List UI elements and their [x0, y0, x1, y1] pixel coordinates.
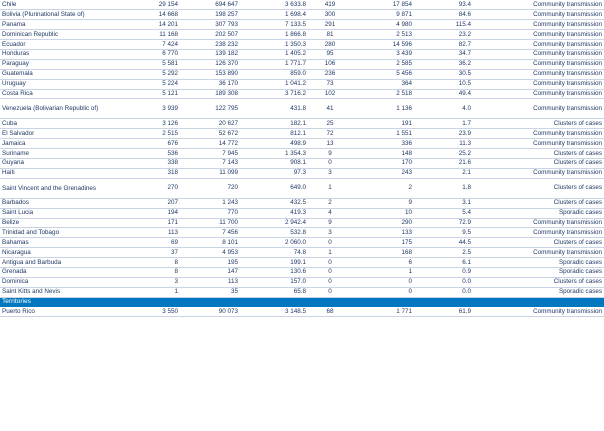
cell-new-deaths: 72 [308, 129, 352, 139]
cell-new-deaths: 3 [308, 228, 352, 238]
cell-new-cases: 3 126 [111, 119, 180, 129]
cell-transmission: Community transmission [473, 0, 604, 10]
table-row [0, 178, 604, 198]
table-row [0, 0, 604, 10]
cell-country: Antigua and Barbuda [0, 258, 111, 268]
cell-country: Puerto Rico [0, 307, 111, 317]
cell-cases-per-million: 1 354.3 [240, 149, 308, 159]
cell-cumulative-cases: 113 [180, 277, 240, 287]
cell-country: Saint Kitts and Nevis [0, 287, 111, 297]
cell-new-deaths: 1 [308, 248, 352, 258]
cell-cumulative-deaths: 290 [352, 218, 414, 228]
cell-cumulative-deaths: 175 [352, 238, 414, 248]
cell-cases-per-million: 431.8 [240, 99, 308, 119]
cell-cumulative-deaths: 14 596 [352, 40, 414, 50]
cell-country: Guatemala [0, 69, 111, 79]
cell-new-deaths: 419 [308, 0, 352, 10]
cell-cumulative-deaths: 0 [352, 287, 414, 297]
cell-new-cases: 11 168 [111, 30, 180, 40]
cell-cumulative-cases: 122 795 [180, 99, 240, 119]
cell-cumulative-deaths: 148 [352, 149, 414, 159]
cell-cumulative-deaths: 10 [352, 208, 414, 218]
table-row [0, 69, 604, 79]
table-row [0, 10, 604, 20]
cell-cumulative-cases: 195 [180, 258, 240, 268]
cell-new-deaths: 106 [308, 59, 352, 69]
cell-new-deaths: 1 [308, 178, 352, 198]
cell-new-cases: 171 [111, 218, 180, 228]
cell-new-deaths: 95 [308, 49, 352, 59]
cell-cumulative-cases: 694 647 [180, 0, 240, 10]
cell-cumulative-deaths: 168 [352, 248, 414, 258]
cell-cases-per-million: 1 866.8 [240, 30, 308, 40]
cell-country: Suriname [0, 149, 111, 159]
cell-transmission: Clusters of cases [473, 158, 604, 168]
cell-cumulative-cases: 147 [180, 267, 240, 277]
cell-cases-per-million: 1 350.3 [240, 40, 308, 50]
cell-cumulative-cases: 90 073 [180, 307, 240, 317]
cell-new-cases: 29 154 [111, 0, 180, 10]
cell-new-deaths: 41 [308, 99, 352, 119]
cell-transmission: Community transmission [473, 99, 604, 119]
cell-new-cases: 318 [111, 168, 180, 178]
cell-deaths-per-million: 23.2 [414, 30, 473, 40]
cell-cumulative-cases: 153 890 [180, 69, 240, 79]
cell-country: Belize [0, 218, 111, 228]
cell-new-deaths: 0 [308, 277, 352, 287]
cell-deaths-per-million: 9.5 [414, 228, 473, 238]
cell-deaths-per-million: 72.9 [414, 218, 473, 228]
cell-deaths-per-million: 6.1 [414, 258, 473, 268]
cell-cases-per-million: 649.0 [240, 178, 308, 198]
table-row [0, 89, 604, 99]
cell-cases-per-million: 1 698.4 [240, 10, 308, 20]
cell-deaths-per-million: 21.6 [414, 158, 473, 168]
table-row [0, 258, 604, 268]
cell-cumulative-cases: 4 953 [180, 248, 240, 258]
cell-transmission: Community transmission [473, 40, 604, 50]
cell-new-cases: 270 [111, 178, 180, 198]
cell-transmission: Community transmission [473, 248, 604, 258]
cell-cumulative-cases: 198 257 [180, 10, 240, 20]
cell-new-deaths: 3 [308, 168, 352, 178]
cell-cases-per-million: 199.1 [240, 258, 308, 268]
cell-cumulative-cases: 11 099 [180, 168, 240, 178]
cell-new-deaths: 2 [308, 198, 352, 208]
cell-cumulative-deaths: 9 871 [352, 10, 414, 20]
cell-new-cases: 8 [111, 267, 180, 277]
cell-deaths-per-million: 34.7 [414, 49, 473, 59]
cell-deaths-per-million: 10.5 [414, 79, 473, 89]
cell-new-cases: 3 939 [111, 99, 180, 119]
cell-transmission: Clusters of cases [473, 277, 604, 287]
cell-country: Ecuador [0, 40, 111, 50]
table-row [0, 149, 604, 159]
cell-new-cases: 207 [111, 198, 180, 208]
cell-new-deaths: 0 [308, 267, 352, 277]
table-row [0, 168, 604, 178]
cell-new-deaths: 73 [308, 79, 352, 89]
cell-cumulative-cases: 20 627 [180, 119, 240, 129]
cell-deaths-per-million: 0.0 [414, 277, 473, 287]
cell-new-cases: 113 [111, 228, 180, 238]
cell-cumulative-deaths: 336 [352, 139, 414, 149]
table-row [0, 49, 604, 59]
cell-country: Uruguay [0, 79, 111, 89]
cell-new-cases: 6 770 [111, 49, 180, 59]
cell-transmission: Clusters of cases [473, 238, 604, 248]
table-row [0, 129, 604, 139]
cell-new-deaths: 0 [308, 287, 352, 297]
section-label: Territories [0, 297, 604, 307]
cell-new-cases: 2 515 [111, 129, 180, 139]
cell-new-cases: 3 550 [111, 307, 180, 317]
cell-transmission: Community transmission [473, 20, 604, 30]
cell-cases-per-million: 908.1 [240, 158, 308, 168]
cell-new-cases: 5 121 [111, 89, 180, 99]
cell-cumulative-deaths: 364 [352, 79, 414, 89]
cell-deaths-per-million: 1.8 [414, 178, 473, 198]
cell-deaths-per-million: 2.1 [414, 168, 473, 178]
cell-cumulative-cases: 8 101 [180, 238, 240, 248]
cell-cases-per-million: 182.1 [240, 119, 308, 129]
cell-cumulative-deaths: 1 771 [352, 307, 414, 317]
cell-new-cases: 37 [111, 248, 180, 258]
table-row [0, 158, 604, 168]
cell-new-cases: 14 668 [111, 10, 180, 20]
table-row [0, 119, 604, 129]
cell-country: Nicaragua [0, 248, 111, 258]
cell-cumulative-cases: 189 308 [180, 89, 240, 99]
cell-transmission: Clusters of cases [473, 149, 604, 159]
cell-transmission: Community transmission [473, 49, 604, 59]
section-header-territories [0, 297, 604, 307]
cell-transmission: Community transmission [473, 139, 604, 149]
table-row [0, 307, 604, 317]
cell-cumulative-deaths: 9 [352, 198, 414, 208]
cell-cumulative-deaths: 1 [352, 267, 414, 277]
cell-new-cases: 194 [111, 208, 180, 218]
cell-new-deaths: 280 [308, 40, 352, 50]
table-row [0, 20, 604, 30]
cell-new-cases: 7 424 [111, 40, 180, 50]
cell-cases-per-million: 65.8 [240, 287, 308, 297]
cell-cumulative-deaths: 2 [352, 178, 414, 198]
cell-cumulative-deaths: 3 439 [352, 49, 414, 59]
cell-country: Haiti [0, 168, 111, 178]
cell-new-deaths: 0 [308, 158, 352, 168]
cell-transmission: Community transmission [473, 30, 604, 40]
cell-new-deaths: 0 [308, 258, 352, 268]
cell-cumulative-deaths: 17 854 [352, 0, 414, 10]
cell-cases-per-million: 3 148.5 [240, 307, 308, 317]
cell-cumulative-deaths: 243 [352, 168, 414, 178]
table-row [0, 287, 604, 297]
table-row [0, 99, 604, 119]
cell-cases-per-million: 498.9 [240, 139, 308, 149]
cell-country: Chile [0, 0, 111, 10]
cell-transmission: Community transmission [473, 89, 604, 99]
cell-new-cases: 69 [111, 238, 180, 248]
cell-new-cases: 14 201 [111, 20, 180, 30]
cell-deaths-per-million: 3.1 [414, 198, 473, 208]
cell-deaths-per-million: 44.5 [414, 238, 473, 248]
cell-cumulative-cases: 202 507 [180, 30, 240, 40]
cell-transmission: Community transmission [473, 129, 604, 139]
cell-deaths-per-million: 36.2 [414, 59, 473, 69]
cell-transmission: Clusters of cases [473, 119, 604, 129]
cell-cumulative-cases: 11 700 [180, 218, 240, 228]
table-row [0, 208, 604, 218]
cell-deaths-per-million: 84.6 [414, 10, 473, 20]
cell-new-deaths: 81 [308, 30, 352, 40]
cell-country: Grenada [0, 267, 111, 277]
cell-transmission: Sporadic cases [473, 208, 604, 218]
cell-transmission: Community transmission [473, 69, 604, 79]
cell-deaths-per-million: 0.0 [414, 287, 473, 297]
cell-cumulative-deaths: 170 [352, 158, 414, 168]
cell-country: Jamaica [0, 139, 111, 149]
cell-country: Barbados [0, 198, 111, 208]
table-row [0, 238, 604, 248]
cell-cases-per-million: 859.0 [240, 69, 308, 79]
cell-cumulative-cases: 139 182 [180, 49, 240, 59]
cell-new-deaths: 300 [308, 10, 352, 20]
cell-transmission: Community transmission [473, 10, 604, 20]
cell-deaths-per-million: 25.2 [414, 149, 473, 159]
cell-cumulative-cases: 238 232 [180, 40, 240, 50]
cell-cases-per-million: 3 633.8 [240, 0, 308, 10]
cell-new-cases: 5 224 [111, 79, 180, 89]
cell-deaths-per-million: 0.9 [414, 267, 473, 277]
table-row [0, 248, 604, 258]
table-row [0, 277, 604, 287]
cell-new-cases: 8 [111, 258, 180, 268]
cell-new-deaths: 236 [308, 69, 352, 79]
cell-transmission: Community transmission [473, 168, 604, 178]
table-row [0, 198, 604, 208]
cell-cumulative-deaths: 2 518 [352, 89, 414, 99]
cell-transmission: Community transmission [473, 79, 604, 89]
cell-deaths-per-million: 4.0 [414, 99, 473, 119]
table-row [0, 228, 604, 238]
cell-country: Panama [0, 20, 111, 30]
cell-transmission: Sporadic cases [473, 258, 604, 268]
cell-deaths-per-million: 49.4 [414, 89, 473, 99]
cell-country: Costa Rica [0, 89, 111, 99]
cell-cases-per-million: 74.8 [240, 248, 308, 258]
cell-cumulative-deaths: 2 513 [352, 30, 414, 40]
cell-new-cases: 536 [111, 149, 180, 159]
cell-cumulative-cases: 7 456 [180, 228, 240, 238]
cell-cumulative-cases: 7 945 [180, 149, 240, 159]
cell-country: El Salvador [0, 129, 111, 139]
cell-deaths-per-million: 93.4 [414, 0, 473, 10]
cell-country: Saint Lucia [0, 208, 111, 218]
cell-country: Dominican Republic [0, 30, 111, 40]
cell-cases-per-million: 1 771.7 [240, 59, 308, 69]
cell-cases-per-million: 3 716.2 [240, 89, 308, 99]
cell-cumulative-cases: 35 [180, 287, 240, 297]
cell-country: Bahamas [0, 238, 111, 248]
cell-cases-per-million: 130.6 [240, 267, 308, 277]
cell-transmission: Community transmission [473, 228, 604, 238]
cell-cumulative-deaths: 0 [352, 277, 414, 287]
cell-cumulative-deaths: 1 551 [352, 129, 414, 139]
cell-cumulative-cases: 36 170 [180, 79, 240, 89]
cell-new-deaths: 4 [308, 208, 352, 218]
cell-country: Honduras [0, 49, 111, 59]
table-row [0, 79, 604, 89]
cell-deaths-per-million: 61.9 [414, 307, 473, 317]
cell-deaths-per-million: 2.5 [414, 248, 473, 258]
cell-cumulative-deaths: 2 585 [352, 59, 414, 69]
cell-new-deaths: 9 [308, 149, 352, 159]
cell-country: Bolivia (Plurinational State of) [0, 10, 111, 20]
cell-new-cases: 1 [111, 287, 180, 297]
cell-deaths-per-million: 11.3 [414, 139, 473, 149]
cell-country: Paraguay [0, 59, 111, 69]
cell-cases-per-million: 2 942.4 [240, 218, 308, 228]
cell-deaths-per-million: 5.4 [414, 208, 473, 218]
cell-cumulative-cases: 720 [180, 178, 240, 198]
cell-new-cases: 676 [111, 139, 180, 149]
cell-new-cases: 5 292 [111, 69, 180, 79]
table-row [0, 59, 604, 69]
cell-new-cases: 5 581 [111, 59, 180, 69]
cell-cumulative-cases: 52 672 [180, 129, 240, 139]
cell-country: Dominica [0, 277, 111, 287]
cell-cumulative-deaths: 5 456 [352, 69, 414, 79]
cell-deaths-per-million: 30.5 [414, 69, 473, 79]
table-row [0, 267, 604, 277]
cell-transmission: Clusters of cases [473, 178, 604, 198]
cell-new-deaths: 25 [308, 119, 352, 129]
cell-cases-per-million: 1 405.2 [240, 49, 308, 59]
cell-deaths-per-million: 82.7 [414, 40, 473, 50]
cell-country: Trinidad and Tobago [0, 228, 111, 238]
cell-cases-per-million: 97.3 [240, 168, 308, 178]
cell-transmission: Clusters of cases [473, 198, 604, 208]
cell-new-deaths: 9 [308, 218, 352, 228]
cell-deaths-per-million: 115.4 [414, 20, 473, 30]
cell-cumulative-cases: 770 [180, 208, 240, 218]
cell-cumulative-cases: 14 772 [180, 139, 240, 149]
cell-new-deaths: 102 [308, 89, 352, 99]
cell-transmission: Sporadic cases [473, 287, 604, 297]
cell-cumulative-cases: 1 243 [180, 198, 240, 208]
cell-cases-per-million: 432.5 [240, 198, 308, 208]
cell-cumulative-cases: 307 793 [180, 20, 240, 30]
cell-cases-per-million: 812.1 [240, 129, 308, 139]
cell-new-deaths: 13 [308, 139, 352, 149]
cell-country: Saint Vincent and the Grenadines [0, 178, 111, 198]
cell-country: Cuba [0, 119, 111, 129]
cell-transmission: Community transmission [473, 59, 604, 69]
cell-transmission: Community transmission [473, 307, 604, 317]
table-row [0, 40, 604, 50]
cell-new-cases: 338 [111, 158, 180, 168]
cell-cumulative-cases: 126 370 [180, 59, 240, 69]
cell-cumulative-deaths: 4 980 [352, 20, 414, 30]
cell-cases-per-million: 419.3 [240, 208, 308, 218]
cell-transmission: Community transmission [473, 218, 604, 228]
cell-new-deaths: 291 [308, 20, 352, 30]
table-row [0, 218, 604, 228]
cell-deaths-per-million: 23.9 [414, 129, 473, 139]
cell-country: Venezuela (Bolivarian Republic of) [0, 99, 111, 119]
cell-cases-per-million: 157.0 [240, 277, 308, 287]
table-row [0, 30, 604, 40]
cell-cases-per-million: 2 060.0 [240, 238, 308, 248]
cell-cases-per-million: 532.8 [240, 228, 308, 238]
cell-cumulative-deaths: 133 [352, 228, 414, 238]
cell-new-cases: 3 [111, 277, 180, 287]
cell-cumulative-cases: 7 143 [180, 158, 240, 168]
cell-new-deaths: 68 [308, 307, 352, 317]
cell-cases-per-million: 1 041.2 [240, 79, 308, 89]
table-row [0, 139, 604, 149]
cell-transmission: Sporadic cases [473, 267, 604, 277]
cell-cases-per-million: 7 133.5 [240, 20, 308, 30]
cell-cumulative-deaths: 6 [352, 258, 414, 268]
cell-cumulative-deaths: 191 [352, 119, 414, 129]
cell-deaths-per-million: 1.7 [414, 119, 473, 129]
cell-country: Guyana [0, 158, 111, 168]
cell-new-deaths: 0 [308, 238, 352, 248]
cell-cumulative-deaths: 1 136 [352, 99, 414, 119]
